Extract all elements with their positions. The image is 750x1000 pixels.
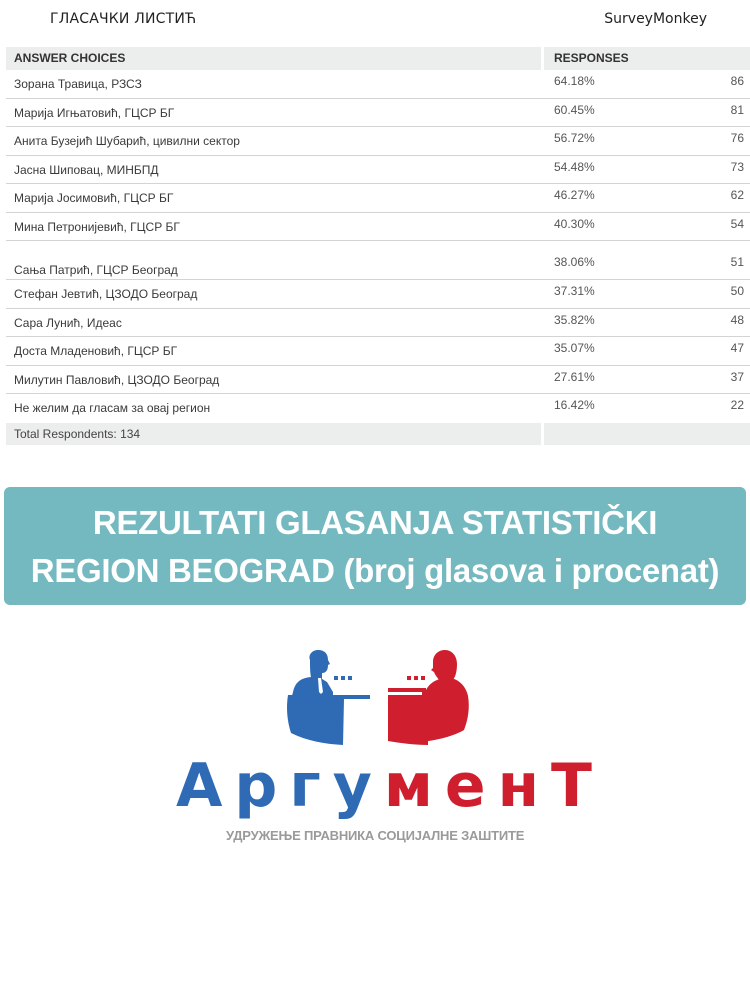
- answer-choice: Зорана Травица, РЗСЗ: [14, 77, 142, 91]
- answer-choice: Мина Петронијевић, ГЦСР БГ: [14, 219, 180, 234]
- answer-choice: Сара Лунић, Идеас: [14, 315, 122, 330]
- table-row: [6, 156, 750, 185]
- answer-choice: Не желим да гласам за овај регион: [14, 401, 211, 415]
- answer-choice: Стефан Јевтић, ЦЗОДО Београд: [14, 287, 198, 301]
- column-header-responses: RESPONSES: [544, 47, 750, 70]
- logo-word-blue: Аргу: [176, 751, 384, 821]
- response-percent: 40.30%: [554, 216, 595, 231]
- answer-choice: Анита Бузејић Шубарић, цивилни сектор: [14, 134, 240, 148]
- banner-line-1: REZULTATI GLASANJA STATISTIČKI: [92, 504, 658, 541]
- response-count: 81: [730, 102, 744, 117]
- total-respondents: Total Respondents: 134: [6, 423, 541, 445]
- logo-word-red: менТ: [383, 751, 604, 821]
- response-percent: 46.27%: [554, 188, 595, 202]
- answer-choice: Марија Јосимовић, ГЦСР БГ: [14, 191, 174, 205]
- answer-choice: Сања Патрић, ГЦСР Београд: [14, 263, 178, 277]
- banner-line-2: REGION BEOGRAD (broj glasova i procenat): [30, 552, 720, 589]
- table-row: [6, 366, 750, 395]
- response-percent: 60.45%: [554, 102, 595, 117]
- table-row: [6, 337, 750, 366]
- response-percent: 16.42%: [554, 398, 595, 412]
- response-percent: 56.72%: [554, 131, 595, 145]
- response-percent: 35.07%: [554, 341, 595, 355]
- response-count: 50: [730, 284, 744, 298]
- table-total-row: [6, 423, 750, 445]
- table-row: [6, 70, 750, 99]
- response-percent: 38.06%: [554, 255, 595, 269]
- response-percent: 64.18%: [554, 74, 595, 88]
- response-count: 54: [730, 216, 744, 231]
- column-header-answer-choices: ANSWER CHOICES: [6, 47, 541, 70]
- response-percent: 35.82%: [554, 312, 595, 327]
- brand-label: SurveyMonkey: [604, 11, 707, 27]
- answer-choice: Јасна Шиповац, МИНБПД: [14, 162, 159, 177]
- table-header-row: [6, 47, 750, 70]
- answer-choice: Марија Игњатовић, ГЦСР БГ: [14, 105, 175, 120]
- response-count: 47: [730, 341, 744, 355]
- table-row: [6, 127, 750, 156]
- results-table: [6, 47, 750, 445]
- response-count: 73: [730, 159, 744, 174]
- results-banner: [4, 487, 746, 605]
- table-row: [6, 394, 750, 423]
- table-row: [6, 309, 750, 338]
- response-count: 86: [730, 74, 744, 88]
- table-row: [6, 99, 750, 128]
- total-responses-cell: [544, 423, 750, 445]
- table-row: [6, 213, 750, 242]
- response-count: 37: [730, 369, 744, 384]
- document-title: ГЛАСАЧКИ ЛИСТИЋ: [50, 11, 197, 27]
- document-header: [0, 0, 750, 40]
- table-row: [6, 280, 750, 309]
- table-row: [6, 184, 750, 213]
- logo-tagline: УДРУЖЕЊЕ ПРАВНИКА СОЦИЈАЛНЕ ЗАШТИТЕ: [226, 828, 525, 843]
- answer-choice: Милутин Павловић, ЦЗОДО Београд: [14, 372, 220, 387]
- table-row: [6, 241, 750, 280]
- response-percent: 54.48%: [554, 159, 595, 174]
- response-count: 51: [730, 255, 744, 269]
- response-count: 62: [730, 188, 744, 202]
- response-count: 76: [730, 131, 744, 145]
- response-percent: 27.61%: [554, 369, 595, 384]
- people-talking-icon: [170, 650, 590, 750]
- response-count: 22: [730, 398, 744, 412]
- response-count: 48: [730, 312, 744, 327]
- argument-logo: [170, 650, 604, 850]
- response-percent: 37.31%: [554, 284, 595, 298]
- logo-wordmark: [176, 751, 604, 821]
- answer-choice: Доста Младеновић, ГЦСР БГ: [14, 344, 178, 358]
